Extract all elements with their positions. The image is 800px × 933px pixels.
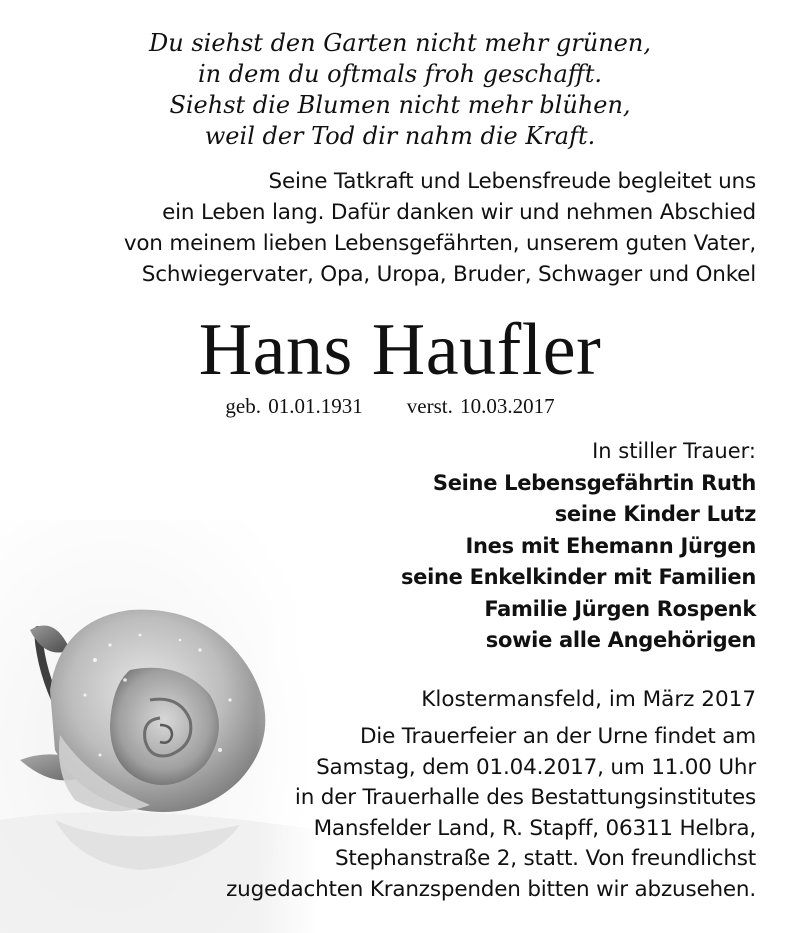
funeral-line: Samstag, dem 01.04.2017, um 11.00 Uhr: [316, 754, 756, 780]
intro-text: [36, 166, 756, 290]
intro-line: ein Leben lang. Dafür danken wir und nehmen Abschied: [162, 200, 756, 225]
intro-line: von meinem lieben Lebensgefährten, unserem guten Vater,: [123, 231, 756, 256]
mourner-line: Familie Jürgen Rospenk: [484, 596, 756, 621]
mourner-line: seine Enkelkinder mit Familien: [400, 565, 756, 589]
intro-line: Schwiegervater, Opa, Uropa, Bruder, Schwager und Onkel: [141, 262, 756, 287]
poem-line: Du siehst den Garten nicht mehr grünen,: [149, 29, 651, 57]
mourners-list: [236, 436, 756, 657]
mourner-line: seine Kinder Lutz: [554, 502, 756, 526]
funeral-info: [136, 722, 756, 905]
mourner-line: sowie alle Angehörigen: [485, 628, 756, 652]
poem-line: weil der Tod dir nahm die Kraft.: [204, 122, 596, 150]
poem-line: Siehst die Blumen nicht mehr blühen,: [169, 91, 631, 119]
poem: [0, 28, 800, 152]
mourners-heading: In stiller Trauer:: [592, 439, 756, 463]
life-dates: [0, 393, 780, 419]
funeral-line: zugedachten Kranzspenden bitten wir abzusehen.: [226, 876, 756, 902]
funeral-line: Mansfelder Land, R. Stapff, 06311 Helbra,: [313, 815, 756, 841]
birth-date: geb. 01.01.1931: [225, 394, 363, 418]
mourner-line: Seine Lebensgefährtin Ruth: [432, 470, 756, 495]
funeral-line: in der Trauerhalle des Bestattungsinstitutes: [294, 785, 756, 810]
mourner-line: Ines mit Ehemann Jürgen: [465, 533, 756, 558]
death-date: verst. 10.03.2017: [406, 394, 555, 418]
funeral-line: Stephanstraße 2, statt. Von freundlichst: [334, 846, 756, 871]
intro-line: Seine Tatkraft und Lebensfreude begleitet uns: [268, 169, 756, 194]
place-date: Klostermansfeld, im März 2017: [421, 687, 756, 712]
funeral-line: Die Trauerfeier an der Urne findet am: [359, 724, 756, 749]
poem-line: in dem du oftmals froh geschafft.: [197, 60, 603, 88]
deceased-name: Hans Haufler: [198, 309, 602, 391]
